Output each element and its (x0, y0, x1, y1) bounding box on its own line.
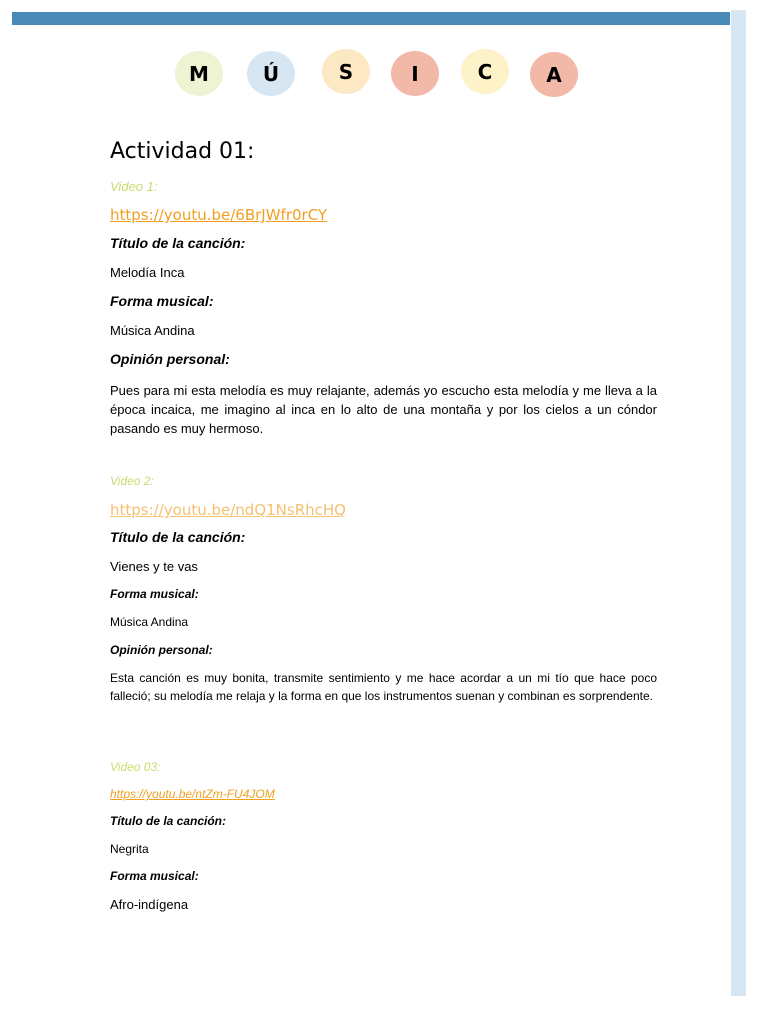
video-3-form-heading: Forma musical: (110, 869, 199, 883)
video-1-opinion-heading: Opinión personal: (110, 351, 230, 367)
side-decorative-bar (731, 10, 746, 996)
video-3-song-heading: Título de la canción: (110, 814, 227, 828)
video-2-opinion: Esta canción es muy bonita, transmite sentimiento y me hace acordar a un mi tío que hace poco falleció; su melodía me relaja y la forma en que los instrumentos suenan y combinan es sorprendente. (110, 671, 657, 703)
video-2-song-heading: Título de la canción: (110, 529, 246, 545)
letter-s: S (338, 59, 354, 84)
letter-u: Ú (262, 61, 280, 86)
letter-c: C (477, 59, 493, 84)
video-2-link[interactable]: https://youtu.be/ndQ1NsRhcHQ (110, 501, 346, 519)
letter-circle-m (175, 51, 223, 96)
letter-i: I (411, 61, 419, 86)
video-2-label: Video 2: (110, 474, 154, 488)
top-decorative-bar (12, 12, 730, 25)
video-2-form-heading: Forma musical: (110, 587, 199, 601)
letter-circle-a (530, 52, 578, 97)
video-2-opinion-heading: Opinión personal: (110, 643, 213, 657)
video-3-label: Video 03: (110, 760, 161, 774)
letter-m: M (189, 61, 209, 86)
video-1-form-heading: Forma musical: (110, 293, 214, 309)
letter-circle-s (322, 49, 370, 94)
letter-circle-u (247, 51, 295, 96)
video-1-form: Música Andina (110, 323, 195, 338)
video-1-opinion: Pues para mi esta melodía es muy relajante, además yo escucho esta melodía y me lleva a la época incaica, me imagino al inca en lo alto de una montaña y por los cielos a un cóndor pasando es muy hermoso. (110, 383, 657, 436)
video-3-song: Negrita (110, 842, 149, 856)
letter-circle-i (391, 51, 439, 96)
letter-a: A (546, 62, 562, 87)
video-1-song: Melodía Inca (110, 265, 185, 280)
video-3-form: Afro-indígena (110, 897, 189, 912)
video-1-song-heading: Título de la canción: (110, 235, 246, 251)
video-2-song: Vienes y te vas (110, 559, 198, 574)
video-1-label: Video 1: (110, 179, 158, 194)
video-3-link[interactable]: https://youtu.be/ntZm-FU4JOM (110, 787, 275, 801)
activity-title: Actividad 01: (110, 139, 255, 164)
video-1-link[interactable]: https://youtu.be/6BrJWfr0rCY (110, 206, 328, 224)
letter-circle-c (461, 49, 509, 94)
video-2-form: Música Andina (110, 615, 189, 629)
